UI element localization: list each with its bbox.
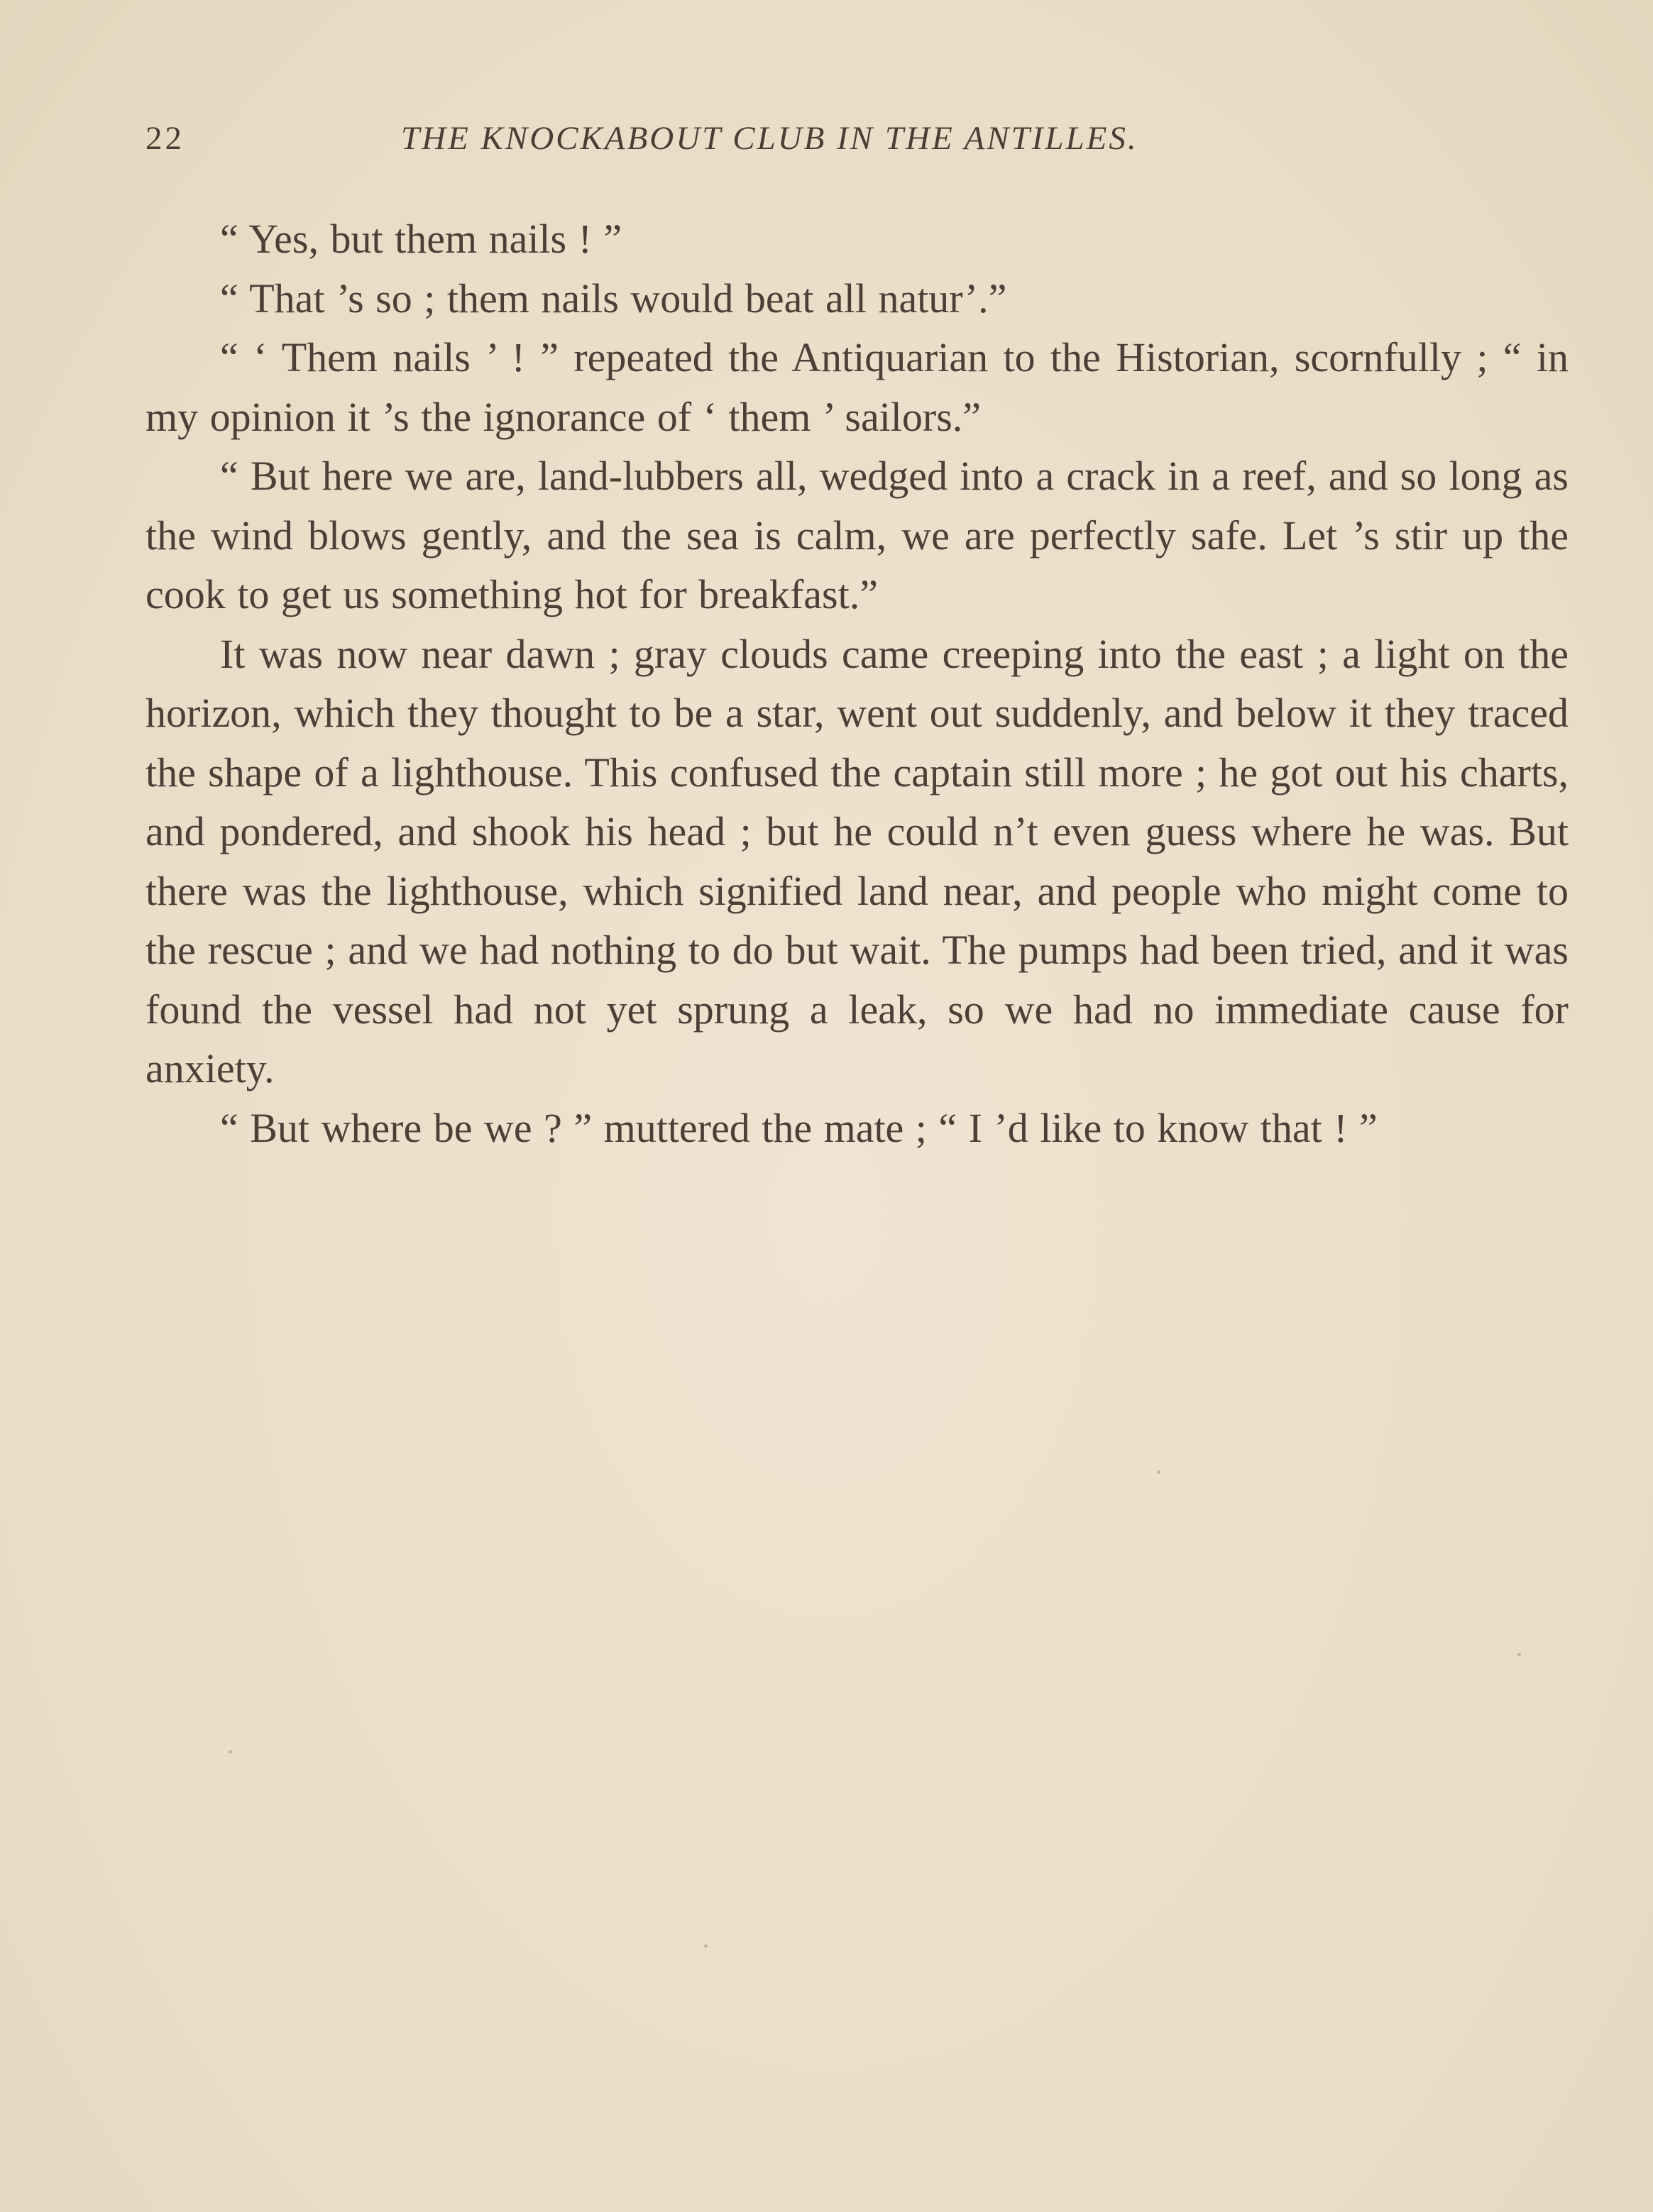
paper-speck — [1517, 1653, 1521, 1656]
paper-speck — [229, 1750, 232, 1754]
paper-speck — [704, 1944, 708, 1948]
paragraph: It was now near dawn ; gray clouds came creeping into the east ; a light on the horizon, which they thought to be a star, went out suddenly, and below it they traced the shape of a lighthouse. This confused the captain still more ; he got out his charts, and pondered, and shook his head ; but he could n’t even guess where he was. But there was the lighthouse, which signified land near, and people who might come to the rescue ; and we had nothing to do but wait. The pumps had been tried, and it was found the vessel had not yet sprung a leak, so we had no immediate cause for anxiety. — [145, 630, 1569, 1091]
body-text — [145, 209, 1569, 1157]
paragraph: “ But here we are, land-lubbers all, wedged into a crack in a reef, and so long as the wind blows gently, and the sea is calm, we are perfectly safe. Let ’s stir up the cook to get us something hot for breakfast.” — [145, 453, 1569, 617]
page-number: 22 — [145, 120, 185, 157]
paper-speck — [1157, 1470, 1160, 1474]
running-title: THE KNOCKABOUT CLUB IN THE ANTILLES. — [401, 120, 1138, 157]
paragraph: “ ‘ Them nails ’ ! ” repeated the Antiquarian to the Historian, scornfully ; “ in my opinion it ’s the ignorance of ‘ them ’ sailors.” — [145, 334, 1569, 440]
page-header — [145, 119, 1317, 169]
paragraph: “ That ’s so ; them nails would beat all natur’.” — [220, 275, 1007, 321]
paragraph: “ Yes, but them nails ! ” — [220, 216, 622, 262]
paragraph: “ But where be we ? ” muttered the mate ; “ I ’d like to know that ! ” — [220, 1104, 1378, 1151]
